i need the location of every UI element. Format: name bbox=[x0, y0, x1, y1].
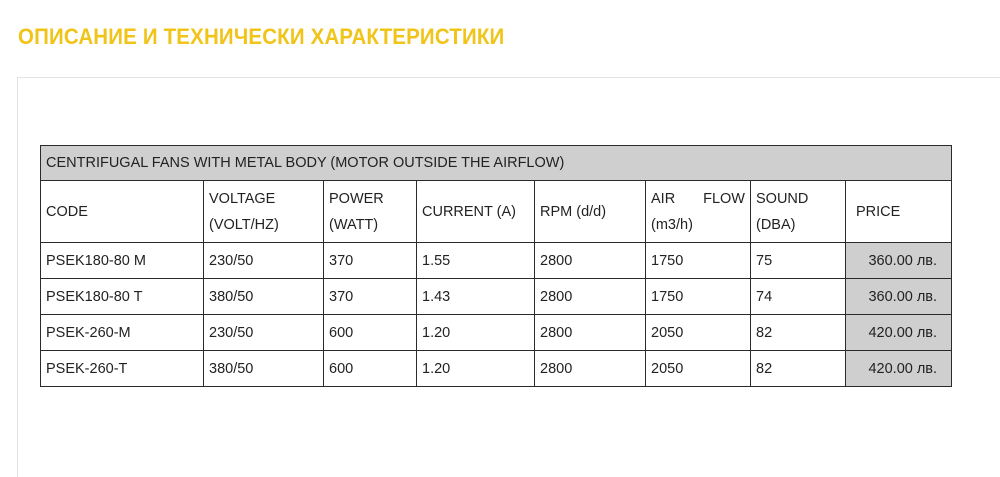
cell-voltage: 230/50 bbox=[204, 243, 324, 279]
header-code: CODE bbox=[41, 181, 204, 243]
cell-price: 420.00 лв. bbox=[846, 351, 952, 387]
cell-power: 370 bbox=[324, 243, 417, 279]
table-row bbox=[41, 351, 952, 387]
table-row bbox=[41, 243, 952, 279]
table-row bbox=[41, 315, 952, 351]
header-rpm: RPM (d/d) bbox=[535, 181, 646, 243]
cell-price: 420.00 лв. bbox=[846, 315, 952, 351]
header-power-line2: (WATT) bbox=[329, 216, 379, 233]
header-airflow-line1: AIR FLOW bbox=[651, 190, 745, 207]
cell-airflow: 1750 bbox=[646, 243, 751, 279]
cell-sound: 82 bbox=[751, 315, 846, 351]
cell-airflow: 1750 bbox=[646, 279, 751, 315]
cell-power: 600 bbox=[324, 351, 417, 387]
cell-voltage: 230/50 bbox=[204, 315, 324, 351]
cell-code: PSEK-260-M bbox=[41, 315, 204, 351]
table-row bbox=[41, 279, 952, 315]
header-power-line1: POWER bbox=[329, 190, 384, 207]
cell-sound: 82 bbox=[751, 351, 846, 387]
cell-code: PSEK180-80 T bbox=[41, 279, 204, 315]
cell-rpm: 2800 bbox=[535, 279, 646, 315]
cell-current: 1.55 bbox=[417, 243, 535, 279]
cell-airflow: 2050 bbox=[646, 351, 751, 387]
section-title: ОПИСАНИЕ И ТЕХНИЧЕСКИ ХАРАКТЕРИСТИКИ bbox=[18, 24, 505, 49]
header-power bbox=[324, 181, 417, 243]
cell-rpm: 2800 bbox=[535, 315, 646, 351]
cell-current: 1.43 bbox=[417, 279, 535, 315]
cell-price: 360.00 лв. bbox=[846, 243, 952, 279]
header-voltage bbox=[204, 181, 324, 243]
header-airflow bbox=[646, 181, 751, 243]
cell-power: 370 bbox=[324, 279, 417, 315]
header-sound-line1: SOUND bbox=[756, 190, 809, 207]
header-sound-line2: (DBA) bbox=[756, 216, 796, 233]
cell-code: PSEK-260-T bbox=[41, 351, 204, 387]
table-caption-row bbox=[41, 146, 952, 181]
table-header-row bbox=[41, 181, 952, 243]
header-voltage-line1: VOLTAGE bbox=[209, 190, 276, 207]
header-current: CURRENT (A) bbox=[417, 181, 535, 243]
cell-rpm: 2800 bbox=[535, 351, 646, 387]
header-sound bbox=[751, 181, 846, 243]
cell-airflow: 2050 bbox=[646, 315, 751, 351]
cell-voltage: 380/50 bbox=[204, 279, 324, 315]
cell-current: 1.20 bbox=[417, 351, 535, 387]
cell-price: 360.00 лв. bbox=[846, 279, 952, 315]
cell-power: 600 bbox=[324, 315, 417, 351]
header-airflow-line2: (m3/h) bbox=[651, 216, 693, 233]
header-price: PRICE bbox=[846, 181, 952, 243]
cell-current: 1.20 bbox=[417, 315, 535, 351]
cell-sound: 74 bbox=[751, 279, 846, 315]
table-caption: CENTRIFUGAL FANS WITH METAL BODY (MOTOR OUTSIDE THE AIRFLOW) bbox=[41, 146, 952, 181]
spec-table bbox=[40, 145, 952, 387]
cell-code: PSEK180-80 M bbox=[41, 243, 204, 279]
cell-rpm: 2800 bbox=[535, 243, 646, 279]
cell-voltage: 380/50 bbox=[204, 351, 324, 387]
cell-sound: 75 bbox=[751, 243, 846, 279]
header-voltage-line2: (VOLT/HZ) bbox=[209, 216, 279, 233]
